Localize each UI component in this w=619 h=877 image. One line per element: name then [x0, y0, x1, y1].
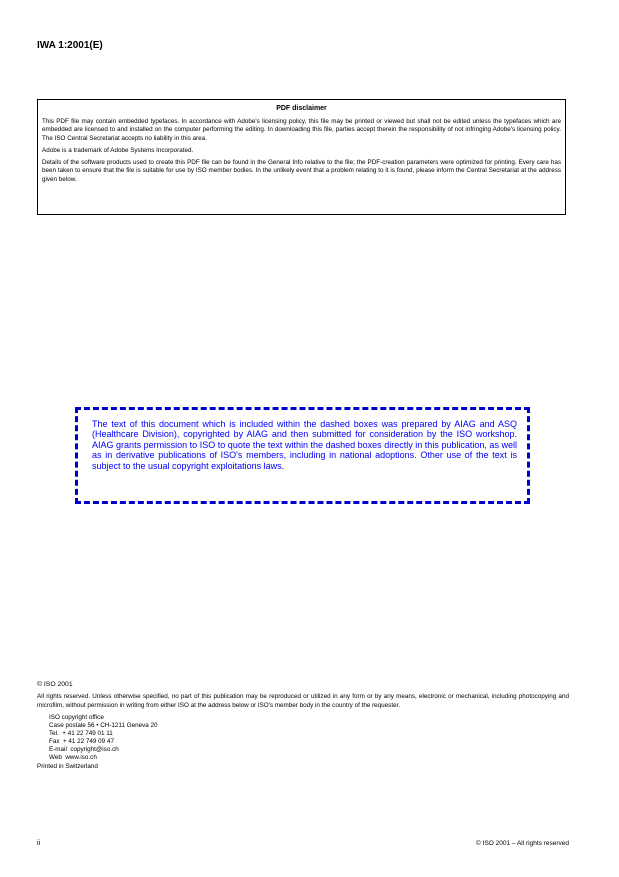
address-email: E-mail copyright@iso.ch — [49, 746, 119, 754]
address-web: Web www.iso.ch — [49, 754, 97, 762]
copyright-block — [37, 681, 569, 772]
disclaimer-paragraph: This PDF file may contain embedded typefaces. In accordance with Adobe's licensing policy, this file may be printed or viewed but shall not be edited unless the typefaces which are embedded are licensed to and installed on the computer performing the editing. In downloading this file, parties accept therein the responsibility of not infringing Adobe's licensing policy. The ISO Central Secretariat accepts no liability in this area. — [42, 117, 561, 142]
address-line: ISO copyright office — [49, 713, 104, 721]
aiag-notice-box — [75, 407, 530, 504]
address-line: Tel. + 41 22 749 01 11 — [49, 730, 113, 738]
disclaimer-paragraph: Details of the software products used to create this PDF file can be found in the General Info relative to the file; the PDF-creation parameters were optimized for printing. Every care has been taken to ensure that the file is suitable for use by ISO member bodies. In the unlikely event that a problem relating to it is found, please inform the Central Secretariat at the address given below. — [42, 158, 561, 183]
disclaimer-title: PDF disclaimer — [276, 105, 327, 112]
rights-statement: All rights reserved. Unless otherwise specified, no part of this publication may be reproduced or utilized in any form or by any means, electronic or mechanical, including photocopying and microfilm, without permission in writing from either ISO at the address below or ISO's member body in the country of the requester. — [37, 693, 569, 709]
footer-rights: © ISO 2001 – All rights reserved — [476, 840, 569, 847]
printed-in: Printed in Switzerland — [37, 763, 98, 771]
copyright-line: © ISO 2001 — [37, 681, 73, 688]
iso-address — [49, 714, 569, 763]
aiag-notice-text: The text of this document which is included within the dashed boxes was prepared by AIAG and ASQ (Healthcare Division), copyrighted by AIAG and then submitted for consideration by the ISO workshop. AIAG grants permission to ISO to quote the text within the dashed boxes directly in this publication, as well as in derivative publications of ISO's members, including in national adoptions. Other use of the text is subject to the usual copyright exploitations laws. — [92, 419, 517, 471]
address-line: Fax + 41 22 749 09 47 — [49, 738, 114, 746]
page-number: ii — [37, 840, 41, 847]
disclaimer-paragraph: Adobe is a trademark of Adobe Systems Incorporated. — [42, 146, 194, 154]
pdf-disclaimer-box — [37, 99, 566, 215]
document-title: IWA 1:2001(E) — [37, 40, 103, 51]
address-line: Case postale 56 • CH-1211 Geneva 20 — [49, 721, 158, 729]
